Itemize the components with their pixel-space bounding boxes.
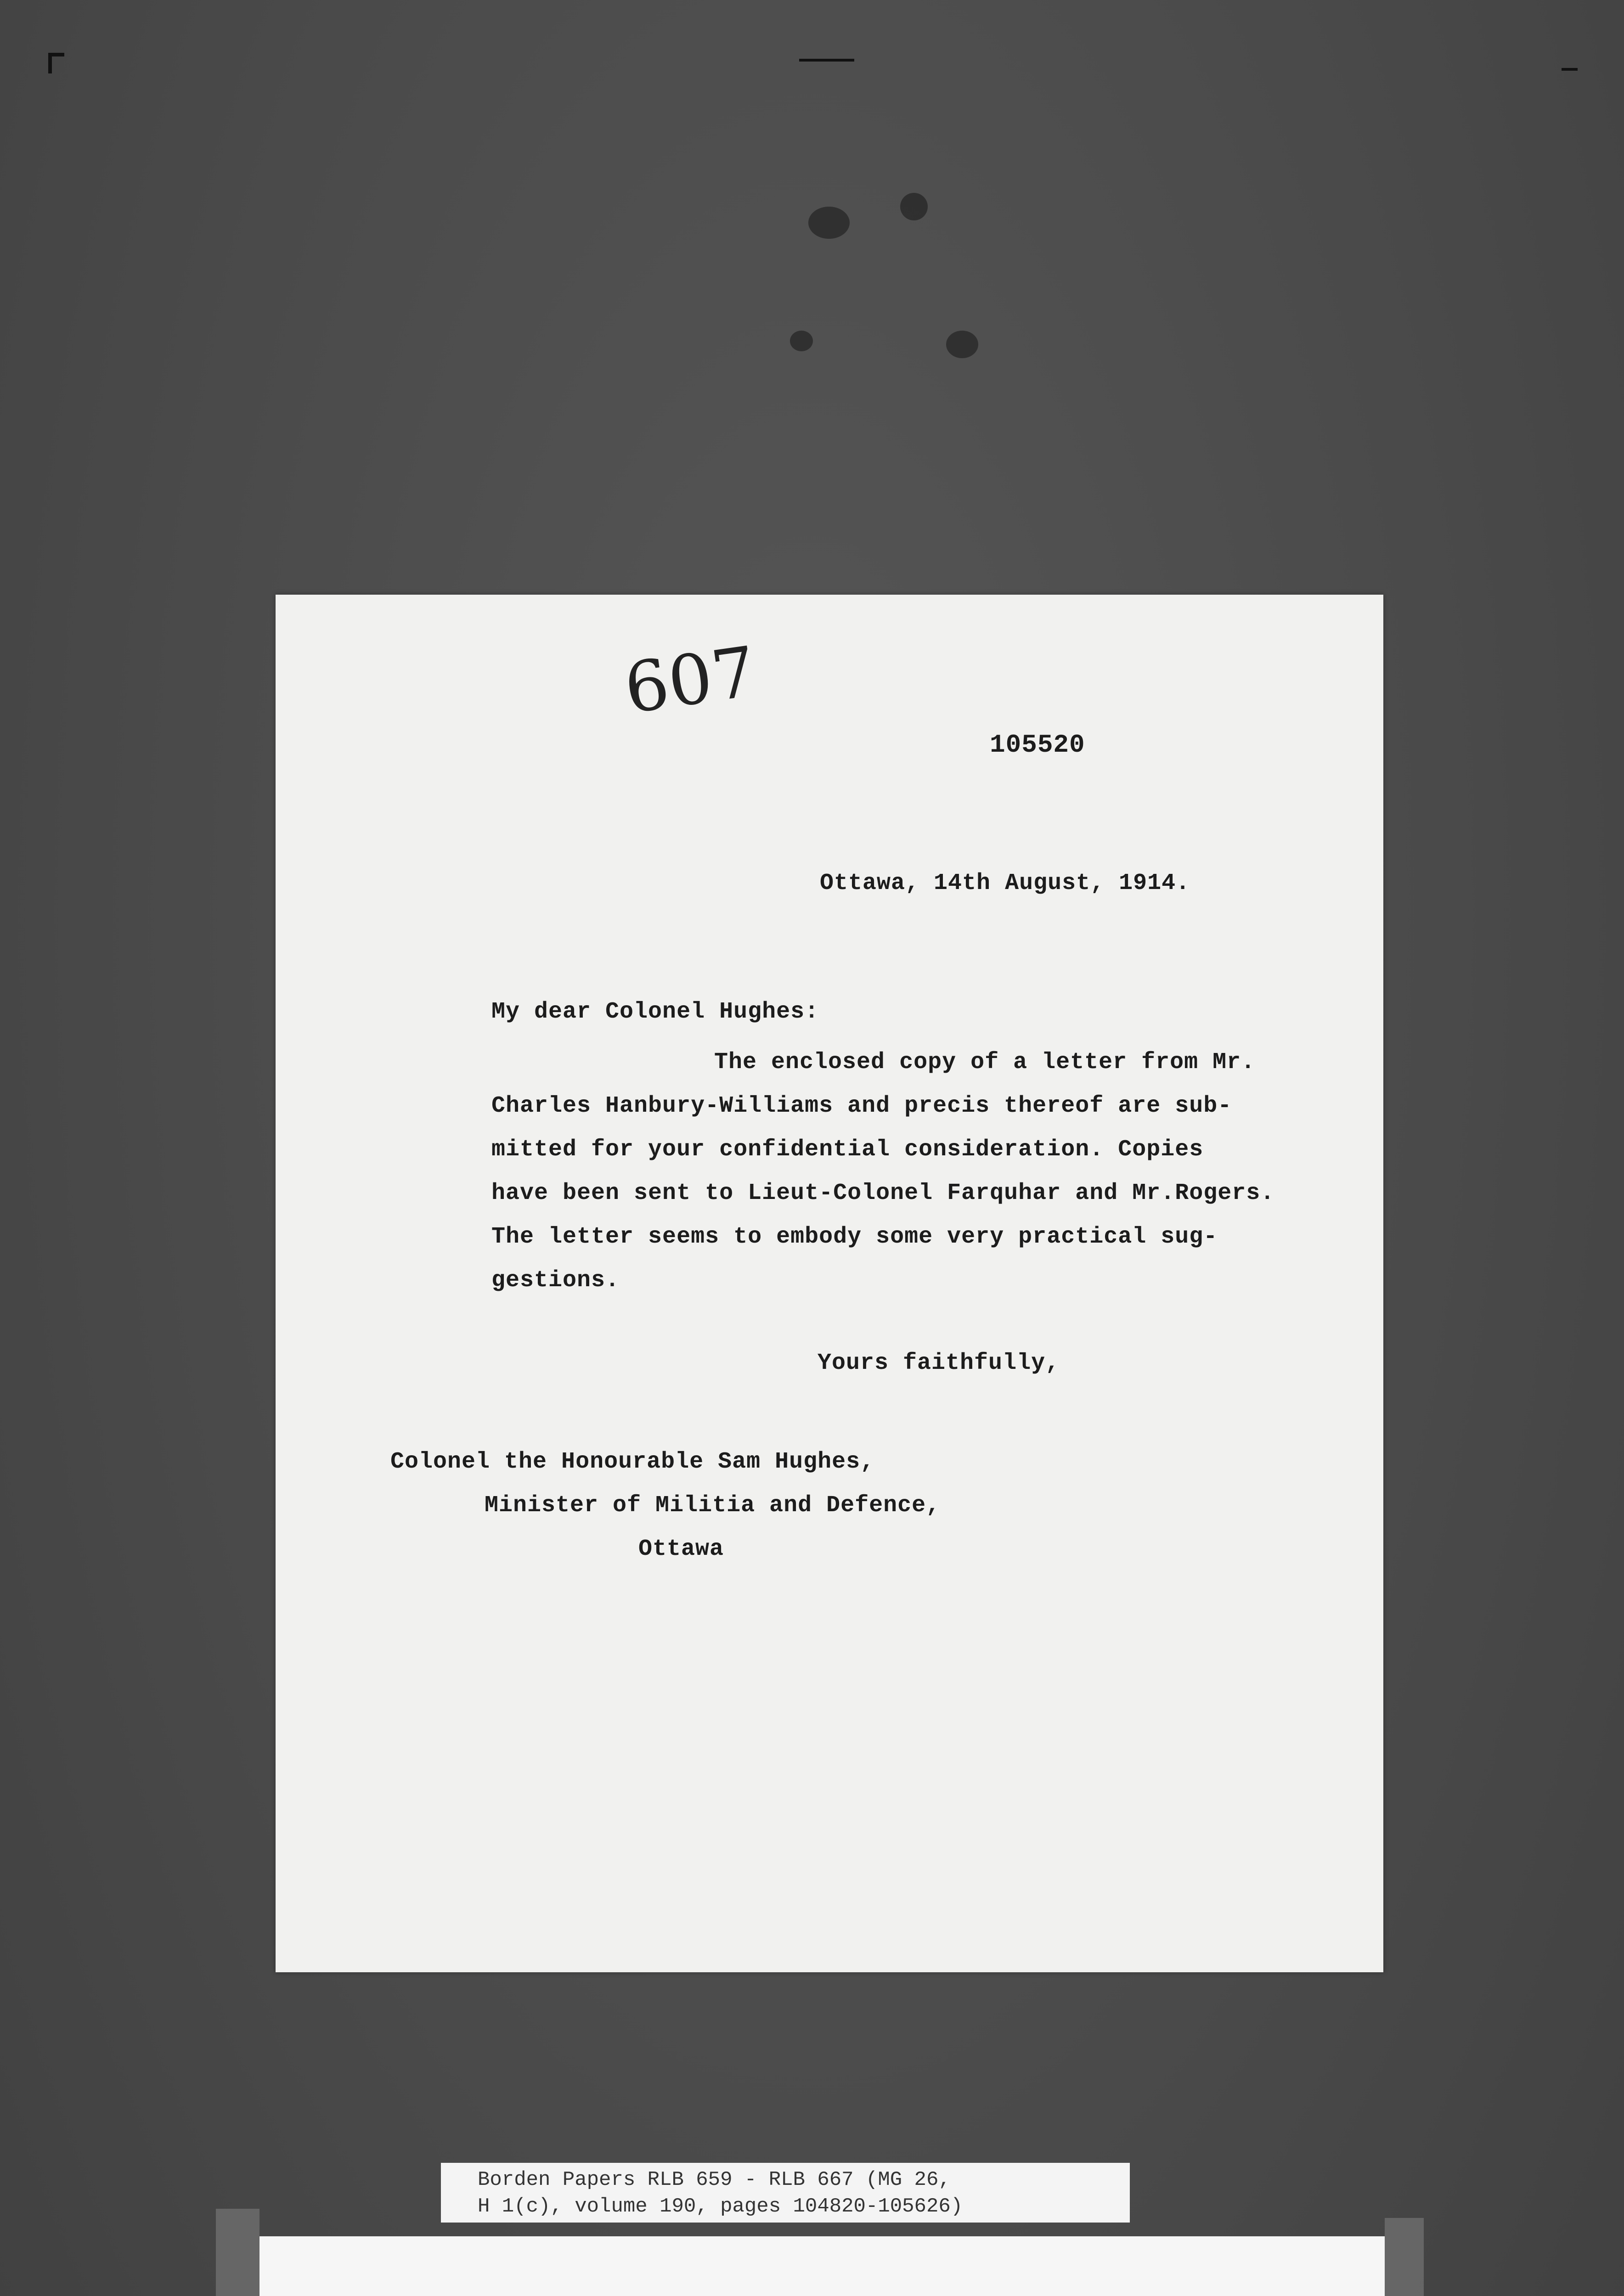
body-line: Charles Hanbury-Williams and precis thereof are sub-	[491, 1093, 1232, 1119]
tape-strip	[216, 2209, 259, 2296]
closing: Yours faithfully,	[818, 1350, 1060, 1376]
body-line: The letter seems to embody some very practical sug-	[491, 1224, 1218, 1250]
frame-corner-mark	[1562, 68, 1578, 71]
background-speck	[808, 207, 850, 239]
archive-stamp-card	[259, 2236, 1385, 2296]
tape-strip	[1385, 2218, 1424, 2296]
letter-page	[276, 595, 1383, 1972]
body-line: have been sent to Lieut-Colonel Farquhar and Mr.Rogers.	[491, 1180, 1275, 1206]
background-speck	[900, 193, 928, 220]
frame-top-mark	[799, 59, 854, 62]
reference-label	[441, 2163, 1130, 2223]
addressee-line: Colonel the Honourable Sam Hughes,	[390, 1449, 875, 1475]
body-line: The enclosed copy of a letter from Mr.	[714, 1049, 1256, 1075]
date-line: Ottawa, 14th August, 1914.	[820, 870, 1190, 896]
background-speck	[790, 331, 813, 351]
addressee-line: Minister of Militia and Defence,	[485, 1492, 941, 1519]
handwritten-folio-number: 607	[620, 631, 761, 730]
body-line: mitted for your confidential consideration. Copies	[491, 1137, 1204, 1163]
background-speck	[946, 331, 978, 358]
salutation: My dear Colonel Hughes:	[491, 999, 819, 1025]
addressee-line: Ottawa	[638, 1536, 724, 1562]
document-number: 105520	[990, 730, 1085, 760]
body-line: gestions.	[491, 1267, 620, 1294]
reference-line: H 1(c), volume 190, pages 104820-105626)	[478, 2195, 963, 2218]
reference-line: Borden Papers RLB 659 - RLB 667 (MG 26,	[478, 2168, 951, 2191]
frame-corner-mark	[48, 53, 64, 56]
